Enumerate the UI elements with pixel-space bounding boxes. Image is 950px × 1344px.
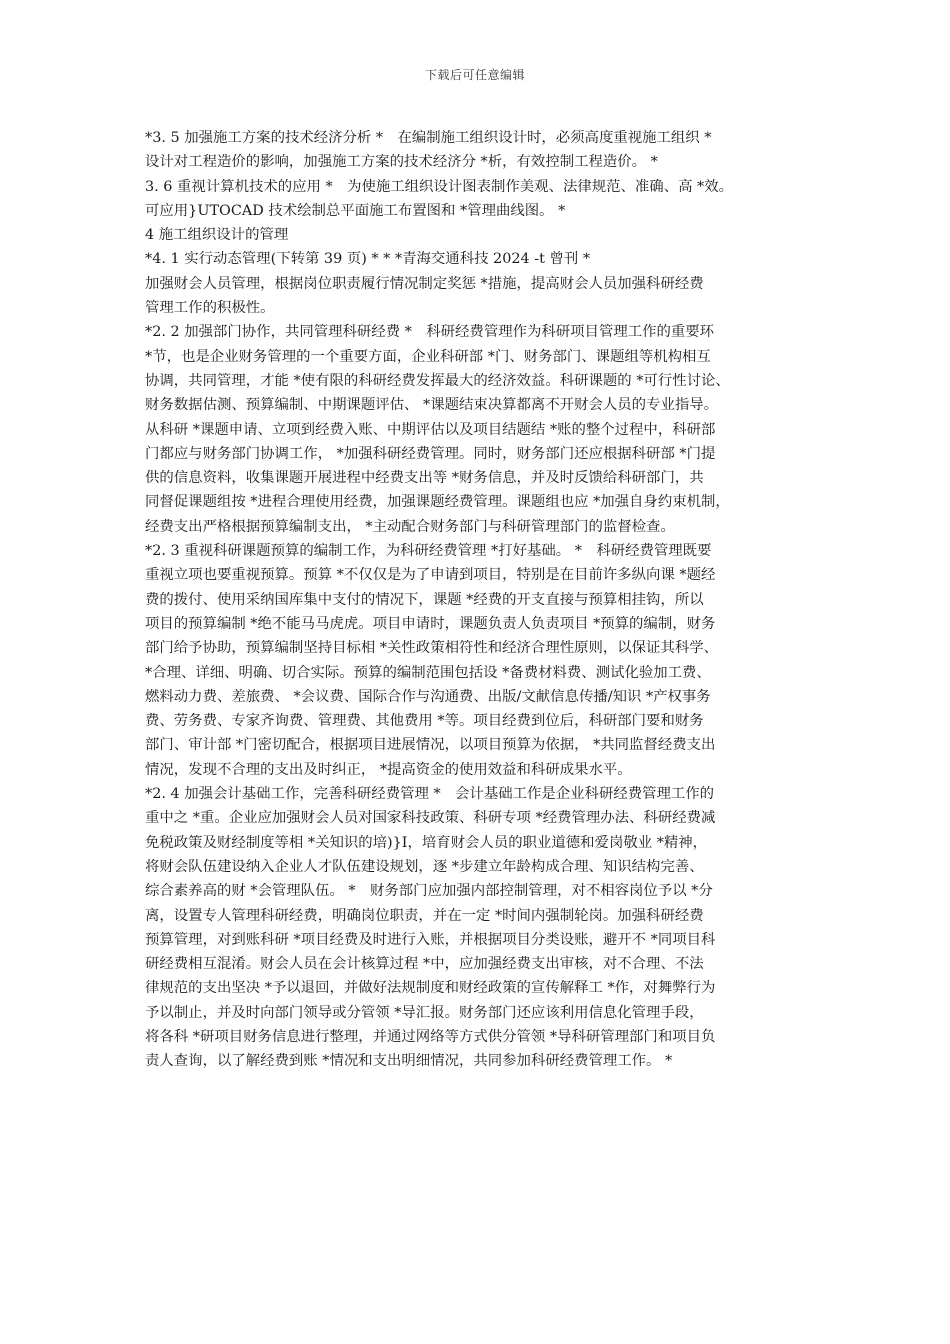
- text-line: 加强财会人员管理，根据岗位职责履行情况制定奖惩 *措施，提高财会人员加强科研经费: [145, 275, 704, 292]
- text-line: 予以制止，并及时向部门领导或分管领 *导汇报。财务部门还应该利用信息化管理手段，: [145, 1004, 704, 1021]
- text-line: 同督促课题组按 *进程合理使用经费，加强课题经费管理。课题组也应 *加强自身约束机制，: [145, 494, 730, 511]
- text-line: 责人查询，以了解经费到账 *情况和支出明细情况，共同参加科研经费管理工作。 *: [145, 1053, 673, 1070]
- text-line: 重视立项也要重视预算。预算 *不仅仅是为了申请到项目，特别是在目前许多纵向课 *题经: [145, 567, 716, 584]
- section-heading: 4 施工组织设计的管理: [145, 227, 289, 244]
- text-line: 门都应与财务部门协调工作， *加强科研经费管理。同时，财务部门还应根据科研部 *门提: [145, 445, 716, 462]
- text-line: 将各科 *研项目财务信息进行整理，并通过网络等方式供分管领 *导科研管理部门和项目负: [145, 1028, 716, 1045]
- text-line: *2. 3 重视科研课题预算的编制工作，为科研经费管理 *打好基础。 * 科研经费管理既要: [145, 543, 712, 560]
- text-line: 免税政策及财经制度等相 *关知识的培)}I，培育财会人员的职业道德和爱岗敬业 *精神，: [145, 834, 708, 851]
- text-line: 费的拨付、使用采纳国库集中支付的情况下，课题 *经费的开支直接与预算相挂钩，所以: [145, 591, 704, 608]
- text-line: *合理、详细、明确、切合实际。预算的编制范围包括设 *备费材料费、测试化验加工费、: [145, 664, 711, 681]
- text-line: 经费支出严格根据预算编制支出， *主动配合财务部门与科研管理部门的监督检查。: [145, 518, 675, 535]
- text-line: 费、劳务费、专家齐询费、管理费、其他费用 *等。项目经费到位后，科研部门要和财务: [145, 713, 704, 730]
- text-line: 预算管理，对到账科研 *项目经费及时进行入账，并根据项目分类设账，避开不 *同项目科: [145, 931, 716, 948]
- text-line: 律规范的支出坚决 *予以退回，并做好法规制度和财经政策的宣传解释工 *作，对舞弊行为: [145, 980, 716, 997]
- text-line: *2. 2 加强部门协作，共同管理科研经费 * 科研经费管理作为科研项目管理工作的重要环: [145, 324, 715, 341]
- text-line: 设计对工程造价的影响，加强施工方案的技术经济分 *析，有效控制工程造价。 *: [145, 154, 658, 171]
- text-line: *2. 4 加强会计基础工作，完善科研经费管理 * 会计基础工作是企业科研经费管理工作的: [145, 786, 715, 803]
- text-line: 重中之 *重。企业应加强财会人员对国家科技政策、科研专项 *经费管理办法、科研经费减: [145, 810, 716, 827]
- text-line: 3. 6 重视计算机技术的应用 * 为使施工组织设计图表制作美观、法律规范、准确、高 *效。: [145, 178, 734, 195]
- text-line: 项目的预算编制 *绝不能马马虎虎。项目申请时，课题负责人负责项目 *预算的编制，财务: [145, 615, 716, 632]
- text-line: 财务数据估测、预算编制、中期课题评估、 *课题结束决算都离不开财会人员的专业指导。: [145, 397, 719, 414]
- text-line: 部门给予协助，预算编制坚持目标相 *关性政策相符性和经济合理性原则，以保证其科学、: [145, 640, 719, 657]
- text-line: 燃料动力费、差旅费、 *会议费、国际合作与沟通费、出版/文献信息传播/知识 *产权事务: [145, 688, 711, 705]
- document-body: [145, 126, 821, 1074]
- text-line: 协调，共同管理，才能 *使有限的科研经费发挥最大的经济效益。科研课题的 *可行性讨论、: [145, 372, 730, 389]
- page-header: 下载后可任意编辑: [424, 68, 525, 82]
- text-line: 从科研 *课题申请、立项到经费入账、中期评估以及项目结题结 *账的整个过程中，科研部: [145, 421, 716, 438]
- text-line: 供的信息资料，收集课题开展进程中经费支出等 *财务信息，并及时反馈给科研部门，共: [145, 470, 704, 487]
- text-line: *4. 1 实行动态管理(下转第 39 页) * * *青海交通科技 2024 -t 曾刊 *: [145, 251, 591, 268]
- text-line: 可应用}UTOCAD 技术绘制总平面施工布置图和 *管理曲线图。 *: [145, 202, 566, 219]
- text-line: 研经费相互混淆。财会人员在会计核算过程 *中，应加强经费支出审核，对不合理、不法: [145, 956, 704, 973]
- text-line: *3. 5 加强施工方案的技术经济分析 * 在编制施工组织设计时，必须高度重视施工组织 *: [145, 130, 712, 146]
- text-line: 情况，发现不合理的支出及时纠正， *提高资金的使用效益和科研成果水平。: [145, 761, 632, 778]
- text-line: 综合素养高的财 *会管理队伍。 * 财务部门应加强内部控制管理，对不相容岗位予以 *分: [145, 883, 713, 900]
- text-line: 离，设置专人管理科研经费，明确岗位职责，并在一定 *时间内强制轮岗。加强科研经费: [145, 907, 704, 924]
- text-line: 管理工作的积极性。: [145, 300, 275, 317]
- text-line: 部门、审计部 *门密切配合，根据项目进展情况，以项目预算为依据， *共同监督经费支出: [145, 737, 716, 754]
- text-line: *节，也是企业财务管理的一个重要方面，企业科研部 *门、财务部门、课题组等机构相互: [145, 348, 711, 365]
- text-line: 将财会队伍建设纳入企业人才队伍建设规划，逐 *步建立年龄构成合理、知识结构完善、: [145, 858, 704, 875]
